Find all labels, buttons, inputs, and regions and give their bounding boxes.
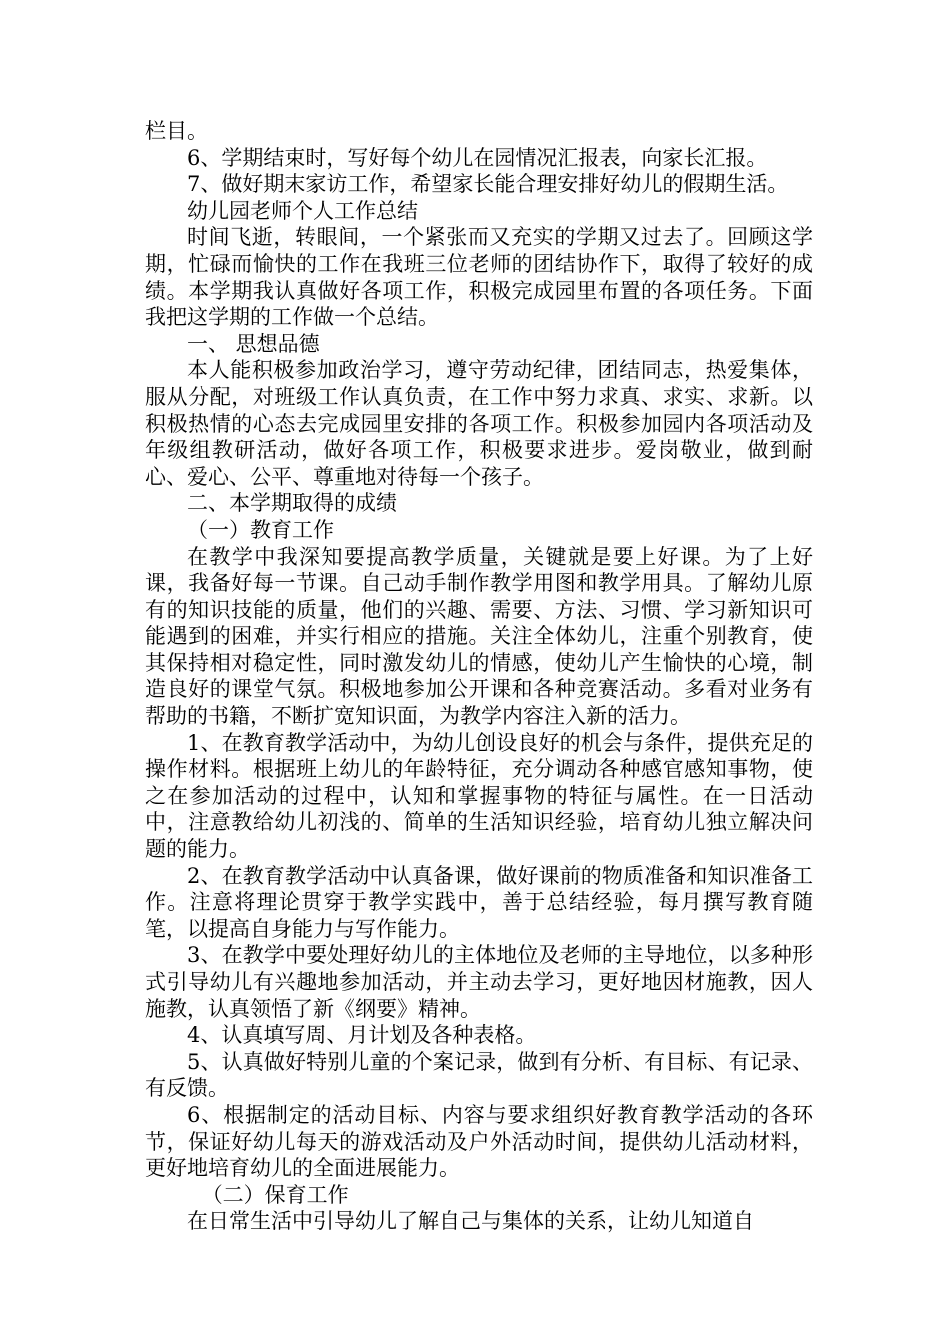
education-item-2: 2、在教育教学活动中认真备课，做好课前的物质准备和知识准备工作。注意将理论贯穿于教学实践中，善于总结经验，每月撰写教育随笔，以提高自身能力与写作能力。: [145, 863, 813, 941]
moral-paragraph: 本人能积极参加政治学习，遵守劳动纪律，团结同志，热爱集体，服从分配，对班级工作认真负责，在工作中努力求真、求实、求新。以积极热情的心态去完成园里安排的各项工作。积极参加园内各项活动及年级组教研活动，做好各项工作，积极要求进步。爱岗敬业，做到耐心、爱心、公平、尊重地对待每一个孩子。: [145, 358, 813, 489]
document-title: 幼儿园老师个人工作总结: [187, 198, 418, 223]
intro-paragraph: 时间飞逝，转眼间，一个紧张而又充实的学期又过去了。回顾这学期，忙碌而愉快的工作在我班三位老师的团结协作下，取得了较好的成绩。本学期我认真做好各项工作，积极完成园里布置的各项任务。下面我把这学期的工作做一个总结。: [145, 225, 813, 330]
section-heading-achievements: 二、本学期取得的成绩: [187, 491, 397, 516]
education-item-5: 5、认真做好特别儿童的个案记录，做到有分析、有目标、有记录、有反馈。: [145, 1049, 813, 1101]
subsection-heading-care: （二）保育工作: [201, 1182, 349, 1207]
subsection-heading-education: （一）教育工作: [187, 517, 334, 542]
document-page: [145, 118, 813, 1235]
care-paragraph: 在日常生活中引导幼儿了解自己与集体的关系，让幼儿知道自: [187, 1209, 754, 1234]
list-item-6: 6、学期结束时，写好每个幼儿在园情况汇报表，向家长汇报。: [187, 145, 768, 170]
education-item-3: 3、在教学中要处理好幼儿的主体地位及老师的主导地位，以多种形式引导幼儿有兴趣地参加活动，并主动去学习，更好地因材施教，因人施教，认真领悟了新《纲要》精神。: [145, 943, 813, 1021]
list-item-7: 7、做好期末家访工作，希望家长能合理安排好幼儿的假期生活。: [187, 172, 789, 197]
education-item-1: 1、在教育教学活动中，为幼儿创设良好的机会与条件，提供充足的操作材料。根据班上幼儿的年龄特征，充分调动各种感官感知事物，使之在参加活动的过程中，认知和掌握事物的特征与属性。在一日活动中，注意教给幼儿初浅的、简单的生活知识经验，培育幼儿独立解决问题的能力。: [145, 730, 813, 862]
paragraph-continuation: 栏目。: [145, 119, 208, 143]
section-heading-moral: 一、 思想品德: [187, 331, 320, 356]
education-paragraph: 在教学中我深知要提高教学质量，关键就是要上好课。为了上好课，我备好每一节课。自己动手制作教学用图和教学用具。了解幼儿原有的知识技能的质量，他们的兴趣、需要、方法、习惯、学习新知识可能遇到的困难，并实行相应的措施。关注全体幼儿，注重个别教育，使其保持相对稳定性，同时激发幼儿的情感，使幼儿产生愉快的心境，制造良好的课堂气氛。积极地参加公开课和各种竞赛活动。多看对业务有帮助的书籍，不断扩宽知识面，为教学内容注入新的活力。: [145, 544, 813, 729]
education-item-6: 6、根据制定的活动目标、内容与要求组织好教育教学活动的各环节，保证好幼儿每天的游戏活动及户外活动时间，提供幼儿活动材料，更好地培育幼儿的全面进展能力。: [145, 1102, 813, 1181]
education-item-4: 4、认真填写周、月计划及各种表格。: [187, 1023, 537, 1048]
